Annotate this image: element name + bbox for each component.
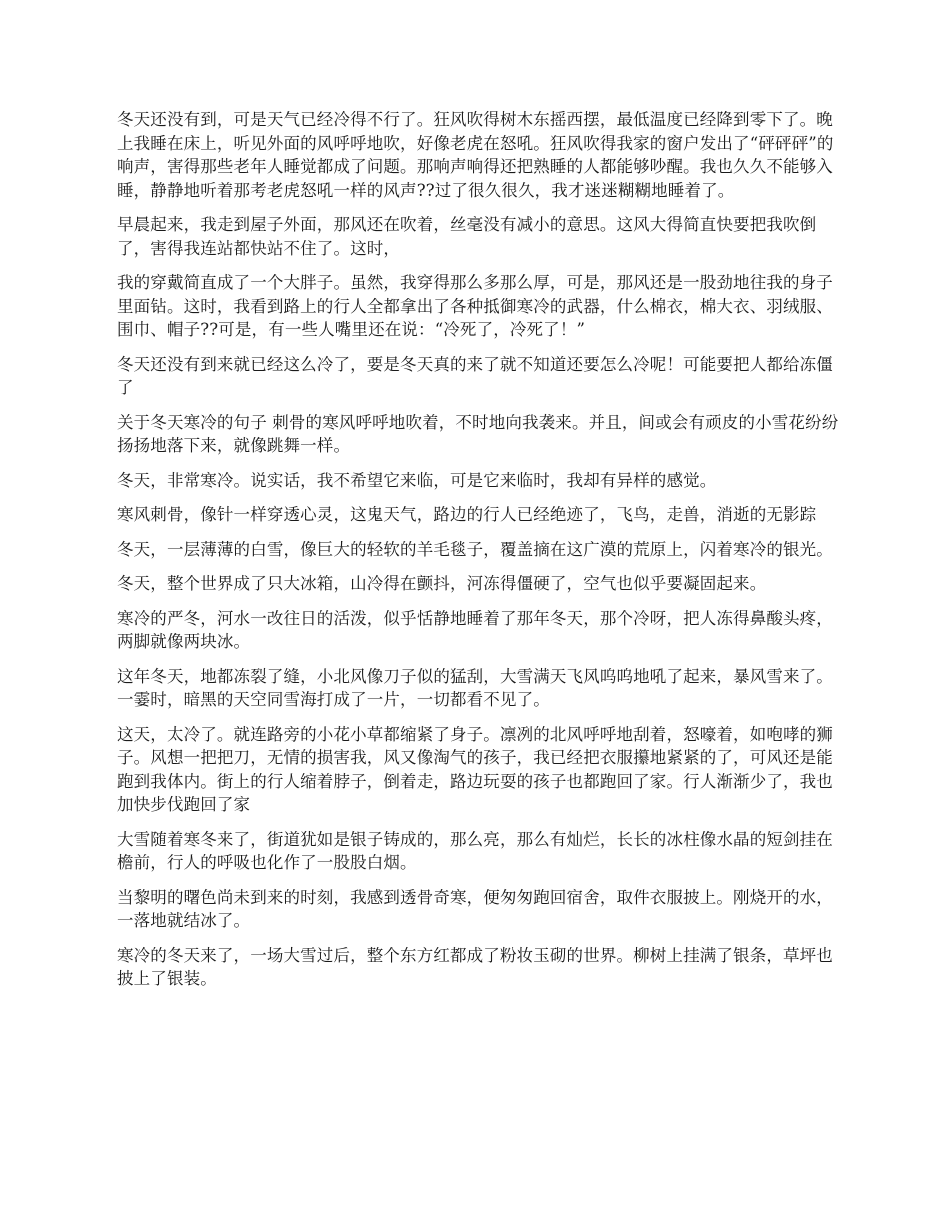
paragraph: 冬天，一层薄薄的白雪，像巨大的轻软的羊毛毯子，覆盖摘在这广漠的荒原上，闪着寒冷的银光。: [117, 539, 833, 559]
paragraph: 寒冷的严冬，河水一改往日的活泼，似乎恬静地睡着了那年冬天，那个冷呀，把人冻得鼻酸头疼，两脚就像两块冰。: [117, 608, 833, 651]
paragraph: 冬天，整个世界成了只大冰箱，山冷得在颤抖，河冻得僵硬了，空气也似乎要凝固起来。: [117, 574, 767, 593]
paragraph: 冬天还没有到来就已经这么冷了，要是冬天真的来了就不知道还要怎么冷呢！可能要把人都给冻僵了: [117, 354, 833, 397]
paragraph: 大雪随着寒冬来了，街道犹如是银子铸成的，那么亮，那么有灿烂，长长的冰柱像水晶的短剑挂在檐前，行人的呼吸也化作了一股股白烟。: [117, 829, 833, 872]
paragraph: 冬天，非常寒冷。说实话，我不希望它来临，可是它来临时，我却有异样的感觉。: [117, 470, 717, 490]
paragraph: 寒冷的冬天来了，一场大雪过后，整个东方红都成了粉妆玉砌的世界。柳树上挂满了银条，草坪也披上了银装。: [117, 945, 833, 988]
paragraph: 我的穿戴简直成了一个大胖子。虽然，我穿得那么多那么厚，可是，那风还是一股劲地往我的身子里面钻。这时，我看到路上的行人全都拿出了各种抵御寒冷的武器，什么棉衣，棉大衣、羽绒服、围巾、帽子??可是，有一些人嘴里还在说：“冷死了，冷死了！”: [117, 273, 833, 339]
paragraph: 关于冬天寒冷的句子 刺骨的寒风呼呼地吹着，不时地向我袭来。并且，间或会有顽皮的小雪花纷纷扬扬地落下来，就像跳舞一样。: [117, 412, 839, 455]
paragraph: 这天，太冷了。就连路旁的小花小草都缩紧了身子。凛冽的北风呼呼地刮着，怒嚎着，如咆哮的狮子。风想一把把刀，无情的损害我，风又像淘气的孩子，我已经把衣服攥地紧紧的了，可风还是能跑到我体内。街上的行人缩着脖子，倒着走，路边玩耍的孩子也都跑回了家。行人渐渐少了，我也加快步伐跑回了家: [117, 724, 833, 814]
paragraph: 寒风刺骨，像针一样穿透心灵，这鬼天气，路边的行人已经绝迹了，飞鸟，走兽，消逝的无影踪: [117, 505, 817, 524]
paragraph: 这年冬天，地都冻裂了缝，小北风像刀子似的猛刮，大雪满天飞风呜呜地吼了起来，暴风雪来了。一霎时，暗黑的天空同雪海打成了一片，一切都看不见了。: [117, 666, 833, 709]
paragraph: 冬天还没有到，可是天气已经冷得不行了。狂风吹得树木东摇西摆，最低温度已经降到零下了。晚上我睡在床上，听见外面的风呼呼地吹，好像老虎在怒吼。狂风吹得我家的窗户发出了“砰砰砰”的响声，害得那些老年人睡觉都成了问题。那响声响得还把熟睡的人都能够吵醒。我也久久不能够入睡，静静地听着那考老虎怒吼一样的风声??过了很久很久，我才迷迷糊糊地睡着了。: [117, 110, 834, 200]
document-body: [117, 108, 841, 1002]
paragraph: 当黎明的曙色尚未到来的时刻，我感到透骨奇寒，便匆匆跑回宿舍，取件衣服披上。刚烧开的水，一落地就结冰了。: [117, 887, 833, 930]
paragraph: 早晨起来，我走到屋子外面，那风还在吹着，丝毫没有减小的意思。这风大得简直快要把我吹倒了，害得我连站都快站不住了。这时，: [117, 215, 817, 258]
